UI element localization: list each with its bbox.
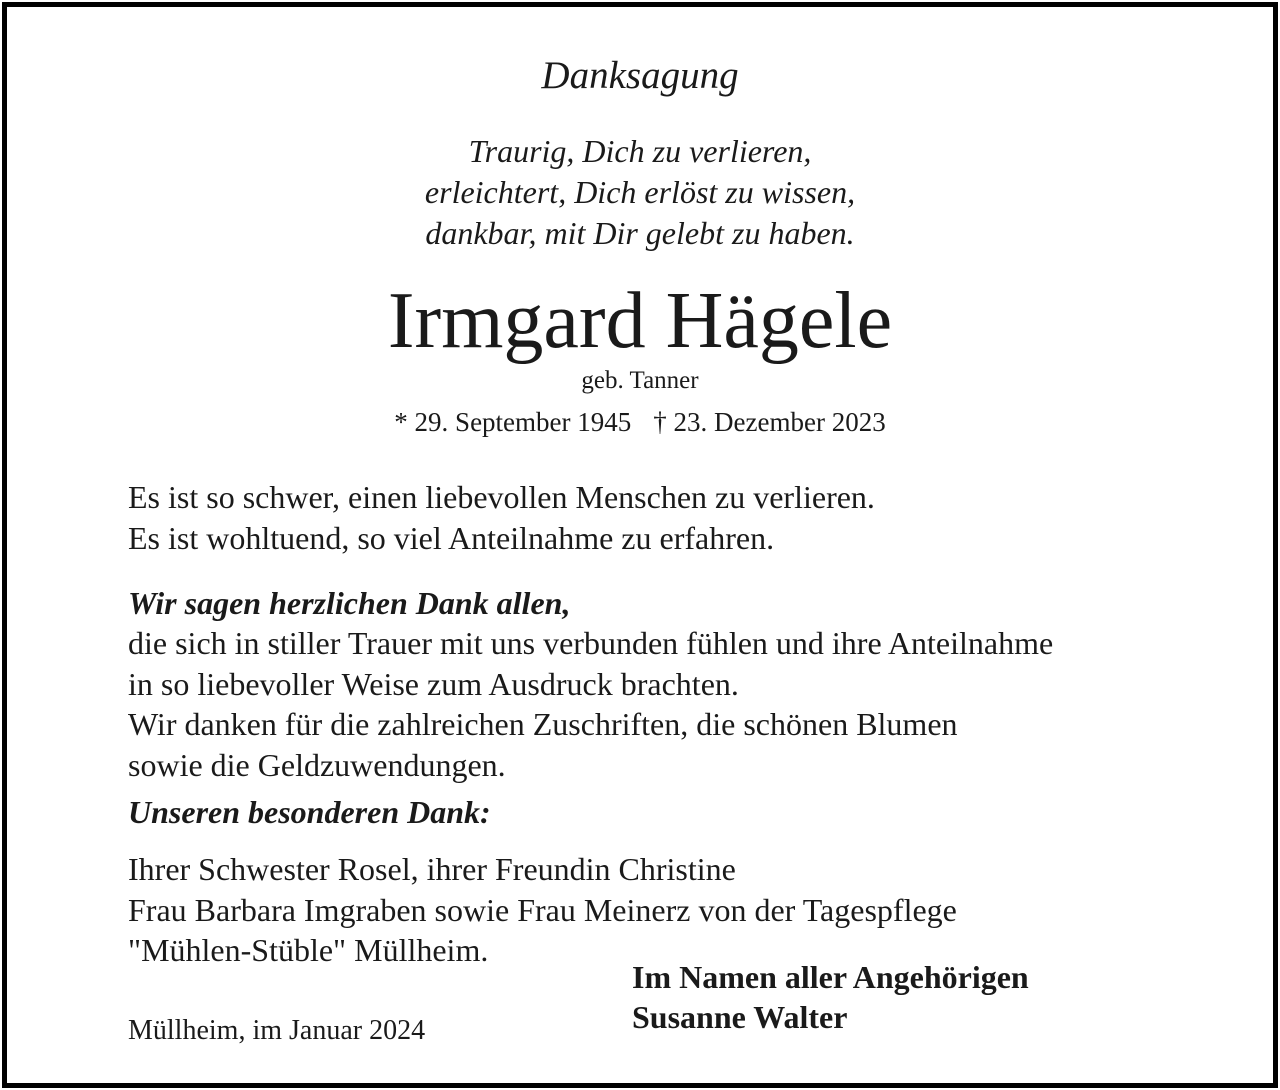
- verse: [7, 131, 1273, 254]
- verse-line: Traurig, Dich zu verlieren,: [468, 133, 812, 169]
- deceased-name: Irmgard Hägele: [387, 277, 893, 365]
- notice-heading: Danksagung: [541, 54, 739, 97]
- thanks-line: die sich in stiller Trauer mit uns verbunden fühlen und ihre Anteilnahme: [128, 625, 1054, 661]
- signature-line: Im Namen aller Angehörigen: [632, 959, 1029, 995]
- intro-line: Es ist wohltuend, so viel Anteilnahme zu erfahren.: [128, 519, 775, 556]
- special-thanks-line: Ihrer Schwester Rosel, ihrer Freundin Christine: [128, 851, 736, 887]
- verse-line: erleichtert, Dich erlöst zu wissen,: [424, 174, 856, 210]
- special-thanks-text: [128, 849, 957, 971]
- maiden-name: geb. Tanner: [581, 367, 699, 394]
- thanks-line: sowie die Geldzuwendungen.: [128, 746, 506, 783]
- thanks-heading: Wir sagen herzlichen Dank allen,: [128, 585, 571, 621]
- birth-date: * 29. September 1945: [394, 407, 632, 437]
- special-thanks-heading: Unseren besonderen Dank:: [128, 794, 491, 830]
- special-thanks-line: Frau Barbara Imgraben sowie Frau Meinerz von der Tagespflege: [128, 891, 957, 928]
- special-thanks-line: "Mühlen-Stüble" Müllheim.: [128, 932, 489, 968]
- thanks-line: in so liebevoller Weise zum Ausdruck brachten.: [128, 665, 739, 702]
- obituary-notice: [2, 2, 1278, 1088]
- signature: [632, 957, 1029, 1037]
- intro-line: Es ist so schwer, einen liebevollen Menschen zu verlieren.: [128, 479, 875, 515]
- thanks-line: Wir danken für die zahlreichen Zuschriften, die schönen Blumen: [128, 706, 958, 742]
- death-date: † 23. Dezember 2023: [653, 407, 886, 437]
- intro-text: [128, 477, 875, 558]
- signature-name: Susanne Walter: [632, 999, 848, 1035]
- place-date: Müllheim, im Januar 2024: [128, 1015, 426, 1046]
- life-dates: [7, 407, 1273, 438]
- verse-line: dankbar, mit Dir gelebt zu haben.: [425, 215, 855, 251]
- thanks-text: [128, 623, 1053, 785]
